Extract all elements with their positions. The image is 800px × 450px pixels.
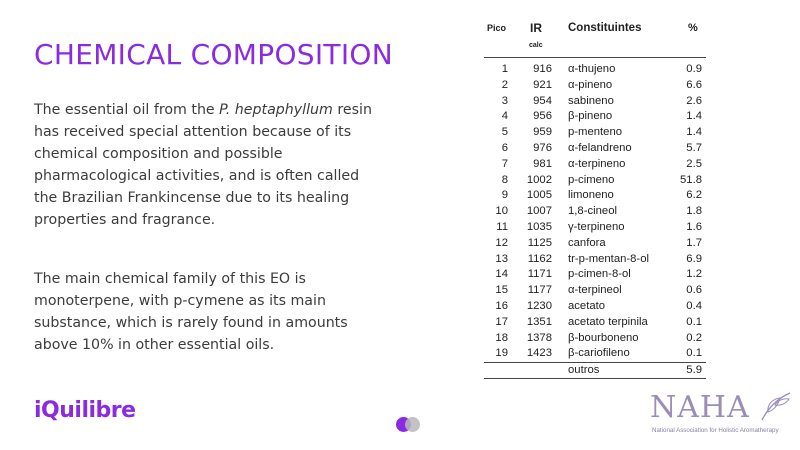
- pico-cell: 2: [501, 78, 508, 91]
- pico-cell: 15: [495, 284, 508, 297]
- naha-wordmark: NAHA: [650, 390, 750, 425]
- table-row: [484, 362, 706, 378]
- constituent-cell: p-cimeno: [568, 173, 615, 186]
- table-row: [484, 141, 706, 157]
- table-row: [484, 62, 706, 78]
- pico-cell: 19: [495, 347, 508, 360]
- header-percent: %: [688, 22, 698, 34]
- composition-table: [484, 18, 706, 379]
- pico-cell: 10: [495, 205, 508, 218]
- percent-cell: 0.6: [686, 284, 702, 297]
- table-row: [484, 252, 706, 268]
- species-name: P. heptaphyllum: [219, 102, 333, 118]
- ir-cell: 1002: [526, 173, 552, 186]
- table-row: [484, 299, 706, 315]
- table-row: [484, 331, 706, 347]
- intro-paragraph: [34, 99, 374, 231]
- percent-cell: 1.8: [686, 205, 702, 218]
- table-row: [484, 157, 706, 173]
- pico-cell: 6: [501, 141, 508, 154]
- table-row: [484, 125, 706, 141]
- constituent-cell: outros: [568, 364, 600, 377]
- pico-cell: 1: [501, 63, 508, 75]
- ir-cell: 954: [533, 94, 552, 107]
- pico-cell: 4: [501, 110, 508, 123]
- pico-cell: 16: [495, 299, 508, 312]
- naha-tagline: National Association for Holistic Aromatherapy: [652, 427, 779, 434]
- table-row: [484, 236, 706, 252]
- percent-cell: 6.2: [686, 189, 702, 202]
- constituent-cell: p-cimen-8-ol: [568, 268, 631, 281]
- table-row: [484, 94, 706, 110]
- ir-cell: 1005: [526, 189, 552, 202]
- intro-text-end: resin has received special attention because of its chemical composition and possible pharmacological activities, and is often called the Brazilian Frankincense due to its healing properties and fragrance.: [34, 102, 372, 228]
- constituent-cell: tr-p-mentan-8-ol: [568, 252, 649, 265]
- ir-cell: 1125: [527, 236, 552, 249]
- table-row: [484, 220, 706, 236]
- percent-cell: 0.9: [686, 63, 702, 75]
- pico-cell: 18: [495, 331, 508, 344]
- ir-cell: 976: [533, 141, 552, 154]
- ir-cell: 1351: [526, 315, 552, 328]
- ir-cell: 921: [533, 78, 552, 91]
- table-row: [484, 188, 706, 204]
- percent-cell: 0.2: [686, 331, 702, 344]
- percent-cell: 0.4: [686, 299, 702, 312]
- constituent-cell: sabineno: [568, 94, 614, 107]
- percent-cell: 0.1: [686, 347, 702, 360]
- constituent-cell: γ-terpineno: [568, 220, 625, 233]
- pico-cell: 12: [495, 236, 508, 249]
- constituent-cell: α-thujeno: [568, 63, 616, 75]
- ir-cell: 959: [533, 126, 552, 139]
- constituent-cell: acetato: [568, 299, 606, 312]
- pico-cell: 8: [501, 173, 508, 186]
- table-row: [484, 173, 706, 189]
- percent-cell: 1.6: [686, 220, 702, 233]
- constituent-cell: canfora: [568, 236, 606, 249]
- table-row: [484, 267, 706, 283]
- constituent-cell: α-terpineol: [568, 284, 622, 297]
- percent-cell: 6.9: [686, 252, 702, 265]
- header-constituintes: Constituintes: [568, 22, 642, 34]
- percent-cell: 5.7: [686, 141, 702, 154]
- percent-cell: 51.8: [680, 173, 702, 186]
- ir-cell: 1035: [526, 220, 552, 233]
- ir-cell: 1171: [527, 268, 552, 281]
- header-pico: Pico: [487, 23, 507, 33]
- ir-cell: 1162: [527, 252, 552, 265]
- percent-cell: 1.2: [686, 268, 702, 281]
- iquilibre-logo: iQuilibre: [34, 398, 136, 423]
- ir-cell: 1378: [526, 331, 552, 344]
- slide-indicator: [396, 415, 426, 435]
- pico-cell: 9: [501, 189, 508, 202]
- table-body: [484, 62, 706, 378]
- table-row: [484, 204, 706, 220]
- table-row: [484, 283, 706, 299]
- table-row: [484, 78, 706, 94]
- indicator-dot-inactive: [405, 417, 420, 432]
- constituent-cell: 1,8-cineol: [568, 205, 617, 218]
- constituent-cell: acetato terpinila: [568, 315, 648, 328]
- percent-cell: 6.6: [686, 78, 702, 91]
- percent-cell: 1.4: [686, 110, 702, 123]
- chemical-family-paragraph: The main chemical family of this EO is monoterpene, with p-cymene as its main substance, which is rarely found in amounts above 10% in other essential oils.: [34, 271, 348, 353]
- percent-cell: 2.6: [686, 94, 702, 107]
- constituent-cell: β-pineno: [568, 110, 613, 123]
- constituent-cell: p-menteno: [568, 126, 623, 139]
- slide-title: CHEMICAL COMPOSITION: [34, 38, 393, 71]
- pico-cell: 17: [495, 315, 508, 328]
- leaf-icon: [758, 390, 792, 424]
- pico-cell: 7: [501, 157, 508, 170]
- percent-cell: 5.9: [686, 364, 702, 377]
- header-calc: calc: [529, 42, 543, 49]
- pico-cell: 3: [501, 94, 508, 107]
- pico-cell: 13: [495, 252, 508, 265]
- constituent-cell: β-cariofileno: [568, 347, 630, 360]
- table-row: [484, 315, 706, 331]
- table-row: [484, 346, 706, 362]
- constituent-cell: α-felandreno: [568, 141, 632, 154]
- ir-cell: 956: [533, 110, 552, 123]
- ir-cell: 1230: [526, 299, 552, 312]
- intro-text-start: The essential oil from the: [34, 102, 220, 118]
- ir-cell: 916: [533, 63, 552, 75]
- ir-cell: 981: [533, 157, 552, 170]
- pico-cell: 11: [496, 220, 508, 233]
- header-ir: IR: [530, 21, 542, 35]
- constituent-cell: α-terpineno: [568, 157, 626, 170]
- pico-cell: 14: [495, 268, 508, 281]
- percent-cell: 2.5: [686, 157, 702, 170]
- ir-cell: 1177: [527, 284, 552, 297]
- ir-cell: 1423: [526, 347, 552, 360]
- constituent-cell: limoneno: [568, 189, 614, 202]
- percent-cell: 0.1: [686, 315, 702, 328]
- constituent-cell: α-pineno: [568, 78, 613, 91]
- percent-cell: 1.4: [686, 126, 702, 139]
- naha-logo: [650, 390, 790, 445]
- table-header: [484, 18, 706, 58]
- pico-cell: 5: [501, 126, 508, 139]
- table-row: [484, 109, 706, 125]
- constituent-cell: β-bourboneno: [568, 331, 639, 344]
- percent-cell: 1.7: [686, 236, 702, 249]
- ir-cell: 1007: [526, 205, 552, 218]
